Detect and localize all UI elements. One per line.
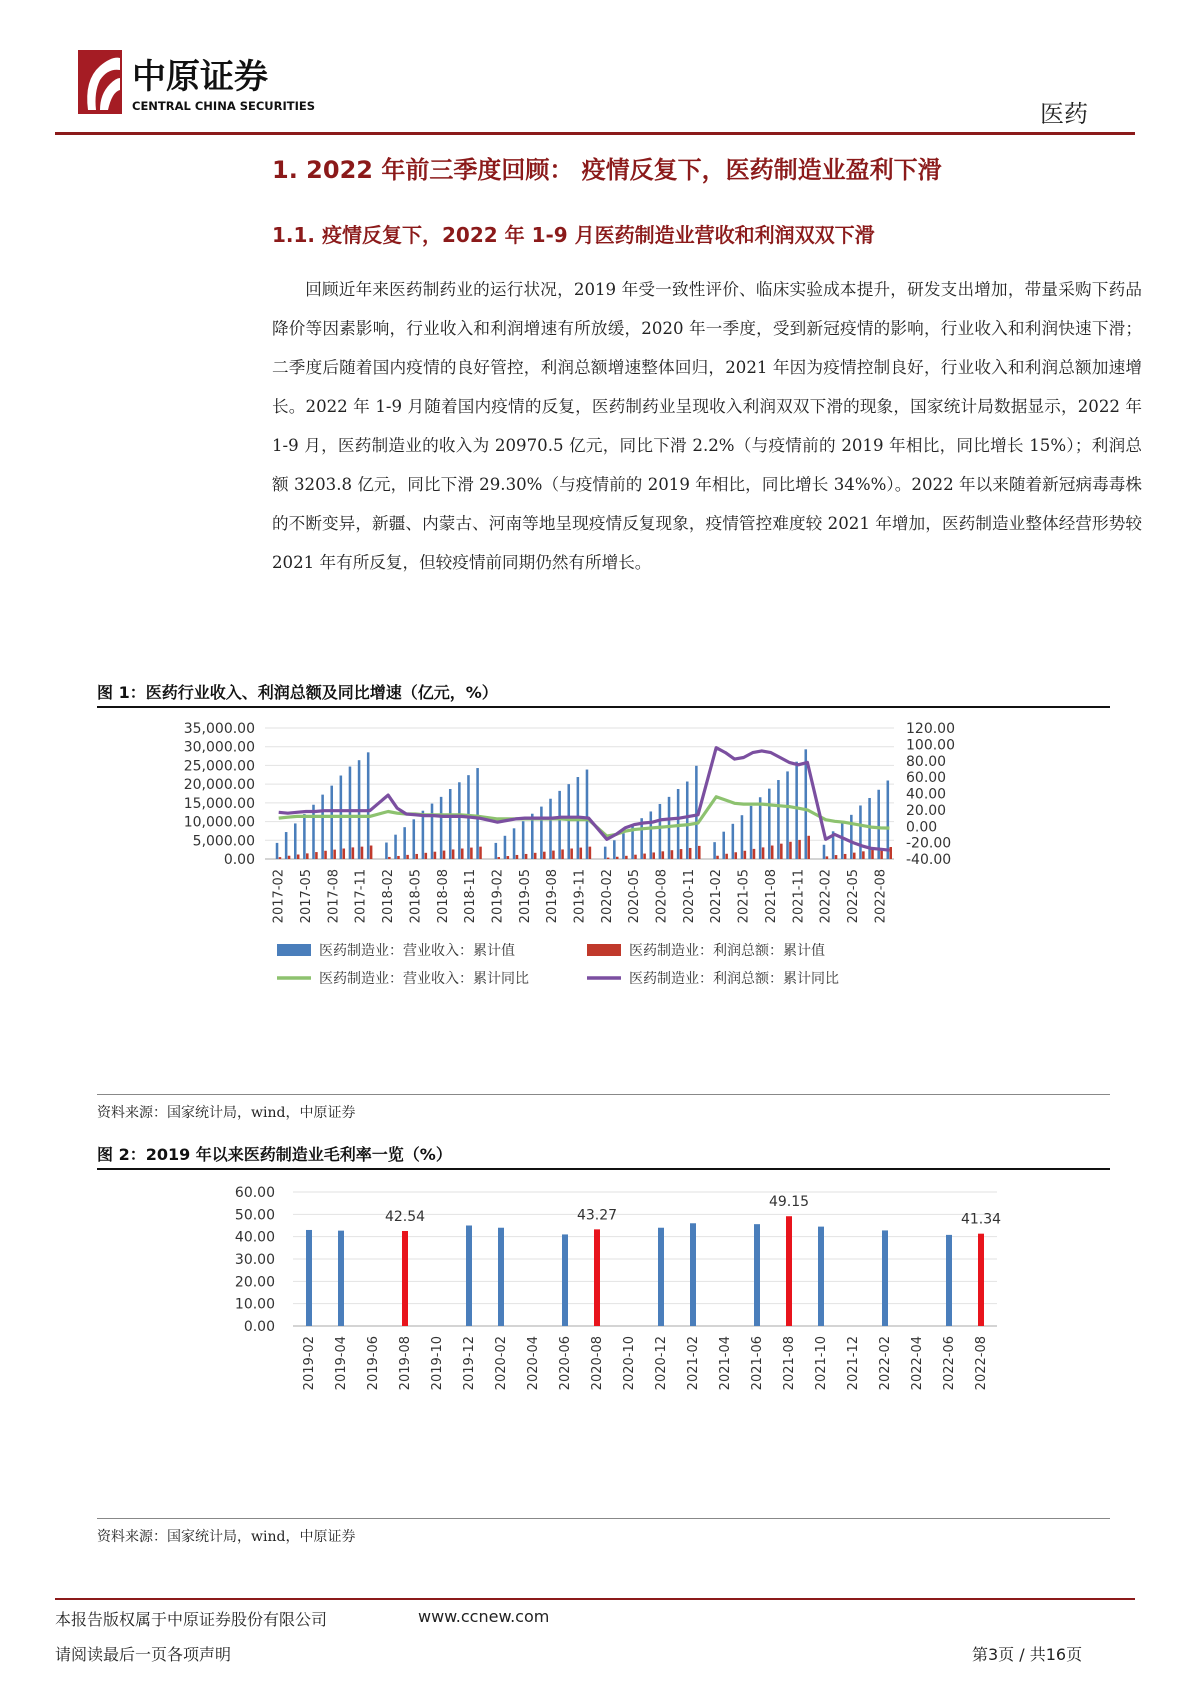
revenue-bar [458,782,461,859]
revenue-bar [276,843,279,859]
x-axis-tick-label: 2017-08 [326,869,342,924]
profit-bar [789,842,792,859]
x-axis-tick-label: 2020-05 [627,869,643,924]
profit-bar [771,846,774,859]
y-axis-tick-label: 20.00 [234,1274,275,1291]
y-axis-tick-label: 10.00 [234,1296,275,1313]
profit-bar [516,855,519,859]
left-axis-tick-label: 30,000.00 [183,739,255,756]
logo-cn-text: 中原证券 [132,57,268,97]
profit-bar [807,836,810,859]
revenue-bar [650,811,653,859]
margin-bar [946,1235,952,1326]
profit-bar [434,852,437,859]
margin-bar [562,1234,568,1326]
profit-bar [716,856,719,859]
x-axis-tick-label: 2020-08 [654,869,670,924]
revenue-bar [713,842,716,859]
profit-bar [889,847,892,859]
x-axis-tick-label: 2019-08 [398,1336,413,1391]
profit-bar [780,844,783,859]
revenue-bar [513,828,516,859]
highlight-bar [594,1229,600,1326]
profit-bar [425,853,428,859]
right-axis-tick-label: -40.00 [906,852,952,868]
revenue-bar [823,845,826,859]
x-axis-tick-label: 2022-05 [845,869,861,924]
profit-bar [643,854,646,859]
figure2-bottom-rule [97,1518,1110,1519]
profit-bar [306,853,309,859]
right-axis-tick-label: 60.00 [906,770,947,787]
margin-bar [338,1231,344,1326]
x-axis-tick-label: 2021-10 [814,1336,829,1391]
y-axis-tick-label: 40.00 [234,1229,275,1246]
figure1-source: 资料来源：国家统计局，wind，中原证券 [97,1105,356,1121]
x-axis-tick-label: 2022-08 [974,1336,989,1391]
revenue-bar [613,840,616,859]
left-axis-tick-label: 5,000.00 [192,833,255,850]
x-axis-tick-label: 2019-10 [430,1336,445,1391]
legend-label: 医药制造业：营业收入：累计值 [319,943,515,959]
revenue-bar [540,807,543,859]
profit-bar [826,856,829,859]
profit-bar [580,848,583,859]
profit-bar [835,855,838,859]
legend-label: 医药制造业：利润总额：累计值 [629,943,825,959]
footer-divider [55,1598,1135,1600]
left-axis-tick-label: 35,000.00 [183,721,255,737]
left-axis-tick-label: 20,000.00 [183,777,255,794]
company-logo [78,50,378,120]
profit-bar [734,852,737,859]
revenue-bar [403,827,406,859]
right-axis-tick-label: 0.00 [906,819,938,836]
x-axis-tick-label: 2022-06 [942,1336,957,1391]
x-axis-tick-label: 2020-11 [681,869,697,924]
profit-bar [680,849,683,859]
x-axis-tick-label: 2021-04 [718,1336,733,1391]
revenue-bar [686,782,689,859]
x-axis-tick-label: 2021-02 [709,869,725,924]
profit-bar [689,848,692,859]
revenue-bar [394,835,397,859]
x-axis-tick-label: 2018-11 [463,869,479,924]
revenue-bar [431,804,434,859]
margin-bar [754,1224,760,1326]
legend-label: 医药制造业：营业收入：累计同比 [319,971,529,987]
x-axis-tick-label: 2020-02 [494,1336,509,1391]
legend-swatch [587,944,621,956]
revenue-bar [285,832,288,859]
profit-bar [534,853,537,859]
margin-bar [690,1223,696,1326]
body-paragraph: 回顾近年来医药制药业的运行状况，2019 年受一致性评价、临床实验成本提升，研发支出增加，带量采购下药品降价等因素影响，行业收入和利润增速有所放缓，2020 年一季度，受到新冠疫情的影响，行业收入和利润快速下滑；二季度后随着国内疫情的良好管控，利润总额增速整体回归，2021 年因为疫情控制良好，行业收入和利润总额加速增长。2022 年 1-9 月随着国内疫情的反复，医药制药业呈现收入利润双双下滑的现象，国家统计局数据显示，2022 年 1-9 月，医药制造业的收入为 20970.5 亿元，同比下滑 2.2%（与疫情前的 2019 年相比，同比增长 15%）；利润总额 3203.8 亿元，同比下滑 29.30%（与疫情前的 2019 年相比，同比增长 34%%）。2022 年以来随着新冠病毒毒株的不断变异，新疆、内蒙古、河南等地呈现疫情反复现象，疫情管控难度较 2021 年增加，医药制造业整体经营形势较 2021 年有所反复，但较疫情前同期仍然有所增长。 [272,280,1142,572]
left-axis-tick-label: 10,000.00 [183,814,255,831]
x-axis-tick-label: 2020-12 [654,1336,669,1391]
revenue-bar [349,767,352,859]
figure2-top-rule [97,1168,1110,1170]
revenue-bar [841,823,844,859]
header-divider [55,132,1135,135]
revenue-bar [732,824,735,859]
figure2-title: 图 2：2019 年以来医药制造业毛利率一览（%） [97,1145,452,1164]
right-axis-tick-label: 120.00 [906,721,955,737]
figure1-bottom-rule [97,1094,1110,1095]
profit-bar [652,852,655,859]
revenue-bar [558,791,561,859]
x-axis-tick-label: 2021-08 [763,869,779,924]
profit-bar [561,849,564,859]
bar-data-label: 41.34 [960,1211,1002,1228]
profit-bar [753,849,756,859]
revenue-bar [385,843,388,859]
profit-bar [461,849,464,859]
x-axis-tick-label: 2021-05 [736,869,752,924]
profit-bar [525,854,528,859]
figure1-top-rule [97,706,1110,708]
x-axis-tick-label: 2022-02 [818,869,834,924]
profit-bar [452,849,455,859]
page-number: 第3页 / 共16页 [972,1645,1083,1664]
left-axis-tick-label: 25,000.00 [183,758,255,775]
margin-bar [466,1226,472,1327]
profit-bar [342,849,345,859]
figure2-chart [97,1172,1110,1512]
revenue-bar [768,789,771,859]
profit-bar [543,852,546,859]
profit-bar [297,855,300,859]
y-axis-tick-label: 60.00 [234,1185,275,1201]
x-axis-tick-label: 2021-12 [846,1336,861,1391]
sector-label: 医药 [1040,100,1088,128]
bar-data-label: 49.15 [768,1194,810,1211]
revenue-bar [531,814,534,859]
left-axis-tick-label: 0.00 [223,852,255,868]
profit-bar [479,847,482,859]
revenue-bar [449,789,452,859]
margin-bar [882,1230,888,1326]
profit-bar [406,855,409,859]
revenue-bar [659,804,662,859]
revenue-bar [741,815,744,859]
profit-bar [397,856,400,859]
right-axis-tick-label: -20.00 [906,835,952,852]
profit-bar [762,847,765,859]
x-axis-tick-label: 2022-02 [878,1336,893,1391]
profit-bar [698,846,701,859]
right-axis-tick-label: 20.00 [906,802,947,819]
figure1-chart [97,712,1110,1090]
body-paragraph-container [272,270,1142,582]
legend-label: 医药制造业：利润总额：累计同比 [629,971,839,987]
x-axis-tick-label: 2019-08 [545,869,561,924]
x-axis-tick-label: 2019-11 [572,869,588,924]
revenue-bar [586,770,589,859]
revenue-bar [859,805,862,859]
revenue-bar [522,821,525,859]
profit-bar [288,856,291,859]
revenue-bar [786,771,789,859]
highlight-bar [402,1231,408,1326]
revenue-bar [422,811,425,859]
y-axis-tick-label: 30.00 [234,1252,275,1268]
profit-bar [634,855,637,859]
x-axis-tick-label: 2021-02 [686,1336,701,1391]
profit-bar [625,856,628,859]
x-axis-tick-label: 2020-02 [599,869,615,924]
margin-bar [498,1228,504,1326]
figure2-source: 资料来源：国家统计局，wind，中原证券 [97,1529,356,1545]
profit-bar [324,851,327,859]
profit-bar [798,840,801,859]
profit-bar [862,851,865,859]
x-axis-tick-label: 2021-06 [750,1336,765,1391]
profit-bar [871,850,874,859]
x-axis-tick-label: 2022-08 [873,869,889,924]
logo-en-text: CENTRAL CHINA SECURITIES [132,99,316,113]
profit-bar [725,854,728,859]
x-axis-tick-label: 2022-04 [910,1336,925,1391]
revenue-bar [777,780,780,859]
profit-bar [552,851,555,859]
profit-bar [616,857,619,859]
right-axis-tick-label: 100.00 [906,737,955,754]
x-axis-tick-label: 2020-08 [590,1336,605,1391]
y-axis-tick-label: 50.00 [234,1207,275,1224]
revenue-bar [367,752,370,859]
profit-bar [607,858,610,859]
profit-bar [844,854,847,859]
x-axis-tick-label: 2020-10 [622,1336,637,1391]
profit-bar [315,852,318,859]
x-axis-tick-label: 2019-05 [517,869,533,924]
x-axis-tick-label: 2019-04 [334,1336,349,1391]
profit-bar [470,848,473,859]
x-axis-tick-label: 2017-02 [271,869,287,924]
profit-bar [744,851,747,859]
right-axis-tick-label: 40.00 [906,786,947,803]
revenue-bar [495,843,498,859]
revenue-bar [750,806,753,859]
x-axis-tick-label: 2020-04 [526,1336,541,1391]
x-axis-tick-label: 2019-06 [366,1336,381,1391]
margin-bar [306,1230,312,1326]
revenue-bar [330,786,333,859]
x-axis-tick-label: 2017-05 [299,869,315,924]
x-axis-tick-label: 2018-08 [435,869,451,924]
highlight-bar [786,1216,792,1326]
profit-bar [853,853,856,859]
profit-bar [662,851,665,859]
profit-bar [370,846,373,859]
margin-bar [818,1227,824,1326]
x-axis-tick-label: 2018-02 [381,869,397,924]
revenue-bar [850,815,853,859]
profit-bar [361,847,364,859]
revenue-bar [567,784,570,859]
revenue-bar [303,814,306,859]
figure1-title: 图 1：医药行业收入、利润总额及同比增速（亿元，%） [97,683,498,702]
revenue-bar [722,832,725,859]
x-axis-tick-label: 2020-06 [558,1336,573,1391]
revenue-bar [549,799,552,859]
footer-website[interactable]: www.ccnew.com [418,1607,550,1626]
revenue-bar [321,795,324,859]
legend-swatch [277,944,311,956]
bar-data-label: 43.27 [576,1207,618,1224]
sub-section-title: 1.1. 疫情反复下，2022 年 1-9 月医药制造业营收和利润双双下滑 [272,223,875,247]
margin-bar [658,1228,664,1326]
bar-data-label: 42.54 [384,1208,426,1225]
revenue-bar [294,823,297,859]
profit-bar [671,850,674,859]
profit-bar [352,847,355,859]
revenue-bar [604,847,607,859]
section-title: 1. 2022 年前三季度回顾： 疫情反复下，医药制造业盈利下滑 [272,156,942,184]
x-axis-tick-label: 2019-02 [302,1336,317,1391]
y-axis-tick-label: 0.00 [243,1319,275,1335]
right-axis-tick-label: 80.00 [906,753,947,770]
profit-bar [443,851,446,859]
revenue-bar [887,781,890,859]
x-axis-tick-label: 2019-02 [490,869,506,924]
profit-bar [279,857,282,859]
profit-bar [589,847,592,859]
profit-bar [415,854,418,859]
profit-bar [507,856,510,859]
revenue-bar [412,819,415,859]
footer-notice: 请阅读最后一页各项声明 [55,1645,232,1664]
x-axis-tick-label: 2021-11 [791,869,807,924]
highlight-bar [978,1234,984,1326]
profit-bar [388,857,391,859]
x-axis-tick-label: 2017-11 [353,869,369,924]
x-axis-tick-label: 2018-05 [408,869,424,924]
revenue-bar [476,768,479,859]
left-axis-tick-label: 15,000.00 [183,795,255,812]
profit-bar [497,857,500,859]
revenue-bar [504,836,507,859]
profit-bar [333,850,336,859]
revenue-bar [795,762,798,859]
profit-bar [570,849,573,859]
x-axis-tick-label: 2021-08 [782,1336,797,1391]
revenue-bar [622,833,625,859]
revenue-bar [759,797,762,859]
footer-copyright: 本报告版权属于中原证券股份有限公司 [55,1610,328,1629]
x-axis-tick-label: 2019-12 [462,1336,477,1391]
revenue-bar [440,797,443,859]
